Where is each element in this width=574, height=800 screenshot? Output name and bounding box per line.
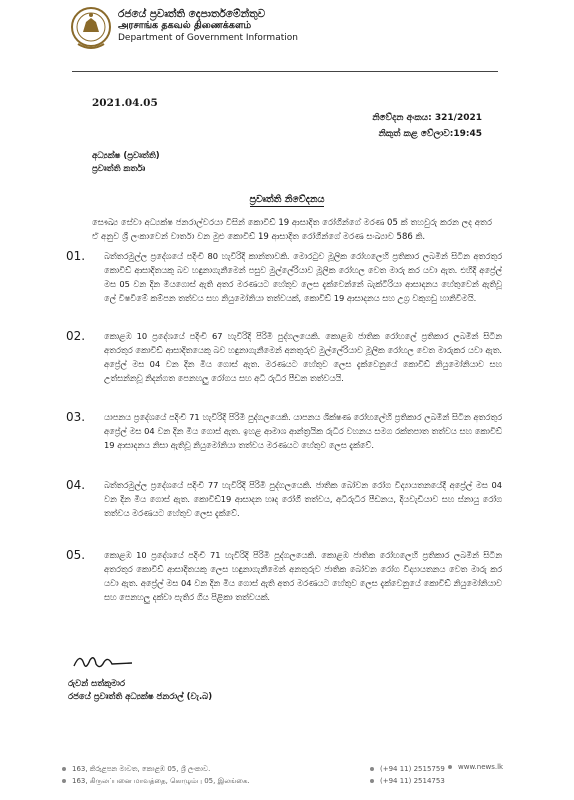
signer-name: රුවන් සත්කුමාර bbox=[68, 679, 126, 689]
document-title bbox=[0, 194, 574, 205]
item-number: 05. bbox=[66, 548, 86, 562]
footer-website bbox=[448, 763, 503, 771]
dept-name-english: Department of Government Information bbox=[118, 33, 298, 43]
sri-lanka-emblem-icon bbox=[70, 6, 112, 52]
item-number: 04. bbox=[66, 478, 86, 492]
signer-block bbox=[68, 678, 212, 704]
dept-name-tamil: அரசாங்க தகவல் திணைக்களம் bbox=[118, 20, 252, 31]
item-text: යාපනය ප්‍රදේශයේ පදිංචි 71 හැවිරිදි පිරිමි පුද්ගලයෙකි. යාපනය ශික්ෂණ රෝහලේහි ප්‍රතිකාර ලබමින් සිටින අතරතුර අප්‍රේල් මස 04 වන දින මිය ගොස් ඇත. ඉහළ ආමාශ ආන්ත්‍රයික රුධිර වහනය සමග රක්තපාත තත්වය සහ කොවිඩ් 19 ආසාදනය නිසා ඇතිවූ නියුමෝනියා තත්වය මරණයට හේතුව ලෙස දැක්වේ. bbox=[104, 412, 502, 450]
addressee-line: ප්‍රවෘත්ති කර්තෘ bbox=[92, 164, 146, 174]
letterhead-footer bbox=[0, 760, 574, 800]
reference-number: නිවේදන අංකය: 321/2021 bbox=[372, 113, 482, 123]
document-title-text: ප්‍රවෘත්ති නිවේදනය bbox=[249, 194, 325, 205]
reference-block bbox=[372, 110, 482, 142]
address-line: 163, කිරුළපන මාවත, කොළඹ 05, ශ්‍රී ලංකාව. bbox=[72, 765, 211, 773]
fax-icon bbox=[370, 779, 374, 783]
signer-title: රජයේ ප්‍රවෘත්ති අධ්‍යක්ෂ ජනරාල් (වැ.බ) bbox=[68, 692, 213, 702]
release-date: 2021.04.05 bbox=[92, 97, 158, 109]
release-time: නිකුත් කළ වේලාව:19:45 bbox=[378, 129, 482, 139]
dept-name-sinhala: රජයේ ප්‍රවෘත්ති දෙපාර්තමේන්තුව bbox=[118, 8, 266, 20]
letterhead bbox=[0, 0, 574, 78]
globe-icon bbox=[448, 765, 452, 769]
phone-number: (+94 11) 2515759 bbox=[380, 765, 445, 773]
footer-address bbox=[62, 763, 250, 787]
item-text: බත්තරමුල්ල ප්‍රදේශයේ පදිංචි 77 හැවිරිදි පිරිමි පුද්ගලයෙකි. ජාතික බෝවන රෝග විද්‍යායතනයේදී අප්‍රේල් මස 04 වන දින මිය ගොස් ඇත. කොවිඩ්19 ආසාදන හෘද රෝගී තත්වය, අධිරුධිර පීඩනය, දියවැඩියාව සහ ස්නායු රෝග තත්වය මරණයට හේතුව ලෙස දැක්වේ. bbox=[104, 480, 502, 518]
item-text: බත්තරමුල්ල ප්‍රදේශයේ පදිංචි 80 හැවිරිදි කාන්තාවකි. මොරටුව මූලික රෝහලෙහි ප්‍රතිකාර ලබමින් සිටින අතරතුර කොවිඩ් ආසාදිතයකු බව හඳුනාගැනීමෙන් පසුව මුල්ලේරියාව මූලික රෝහල වෙත මාරු කර යවා ඇත. එහිදී අප්‍රේල් මස 05 වන දින මියගොස් ඇති අතර මරණයට හේතුව ලෙස දැක්වෙන්නේ බැක්ටීරියා ආසාදනය හේතුවෙන් ඇතිවූ ලේ විෂවීමේ කම්පන තත්වය සහ නියුමෝනියා තත්වයක්, කොවිඩ් 19 ආසාදනය සහ උග්‍ර වකුගඩු හානිවීමයි. bbox=[104, 251, 502, 303]
header-divider bbox=[72, 71, 498, 72]
address-line: 163, கிருலப்பனை மாவத்தை, கொழும்பு 05, இலங்கை. bbox=[72, 777, 250, 785]
intro-paragraph: සෞඛ්‍ය සේවා අධ්‍යක්ෂ ජනරාල්වරයා විසින් කොවිඩ් 19 ආසාදිත රෝගීන්ගේ මරණ 05 ක් තහවුරු කරන ලද අතර ඒ අනුව ශ්‍රී ලංකාවෙන් වාර්තා වන මුළු කොවිඩ් 19 ආසාදිත රෝගීන්ගේ මරණ සංඛ්‍යාව 586 කි. bbox=[92, 218, 492, 242]
phone-icon bbox=[370, 767, 374, 771]
handwritten-signature bbox=[70, 650, 136, 674]
item-number: 01. bbox=[66, 249, 86, 263]
item-text: කොළඹ 10 ප්‍රදේශයේ පදිංචි 67 හැවිරිදි පිරිමි පුද්ගලයෙකි. කොළඹ ජාතික රෝහලේ ප්‍රතිකාර ලබමින් සිටින අතරතුර කොවිඩ් ආසාදිතයෙකු බව හඳුනාගැනීමෙන් අනතුරුව මුල්ලේරියාව මූලික රෝහල වෙත මාරුකර යවා ඇත. අප්‍රේල් මස 04 වන දින මිය ගොස් ඇත. මරණයට හේතුව ලෙස දැක්වෙනුයේ කොවිඩ් නියුමෝනියාව සහ උත්සන්නවූ නිදන්ගත පෙනහලු රෝගය සහ අධි රුධිර පීඩන තත්වයයි. bbox=[104, 331, 502, 383]
item-text: කොළඹ 10 ප්‍රදේශයේ පදිංචි 71 හැවිරිදි පිරිමි පුද්ගලයෙකි. කොළඹ ජාතික රෝහලෙහි ප්‍රතිකාර ලබමින් සිටින අතරතුර කොවිඩ් ආසාදිතයකු ලෙස හඳුනාගැනීමෙන් අනතුරුව ජාතික බෝවන රෝග විද්‍යායතනය වෙත මාරු කර යවා ඇත. අප්‍රේල් මස 04 වන දින මිය ගොස් ඇති අතර මරණයට හේතුව ලෙස දැක්වෙනුයේ කොවිඩ් නියුමෝනියාව සහ පෙනහලු දක්වා පැතිර ගිය පිළිකා තත්වයක්. bbox=[104, 550, 502, 602]
addressee-line: අධ්‍යක්ෂ (ප්‍රවෘත්ති) bbox=[92, 151, 160, 161]
fax-number: (+94 11) 2514753 bbox=[380, 777, 445, 785]
item-number: 02. bbox=[66, 329, 86, 343]
website-link[interactable]: www.news.lk bbox=[458, 763, 504, 771]
footer-contact bbox=[370, 763, 445, 787]
location-icon bbox=[62, 767, 66, 771]
location-icon bbox=[62, 779, 66, 783]
department-name bbox=[118, 8, 298, 44]
addressee-block bbox=[92, 150, 160, 176]
item-number: 03. bbox=[66, 410, 86, 424]
